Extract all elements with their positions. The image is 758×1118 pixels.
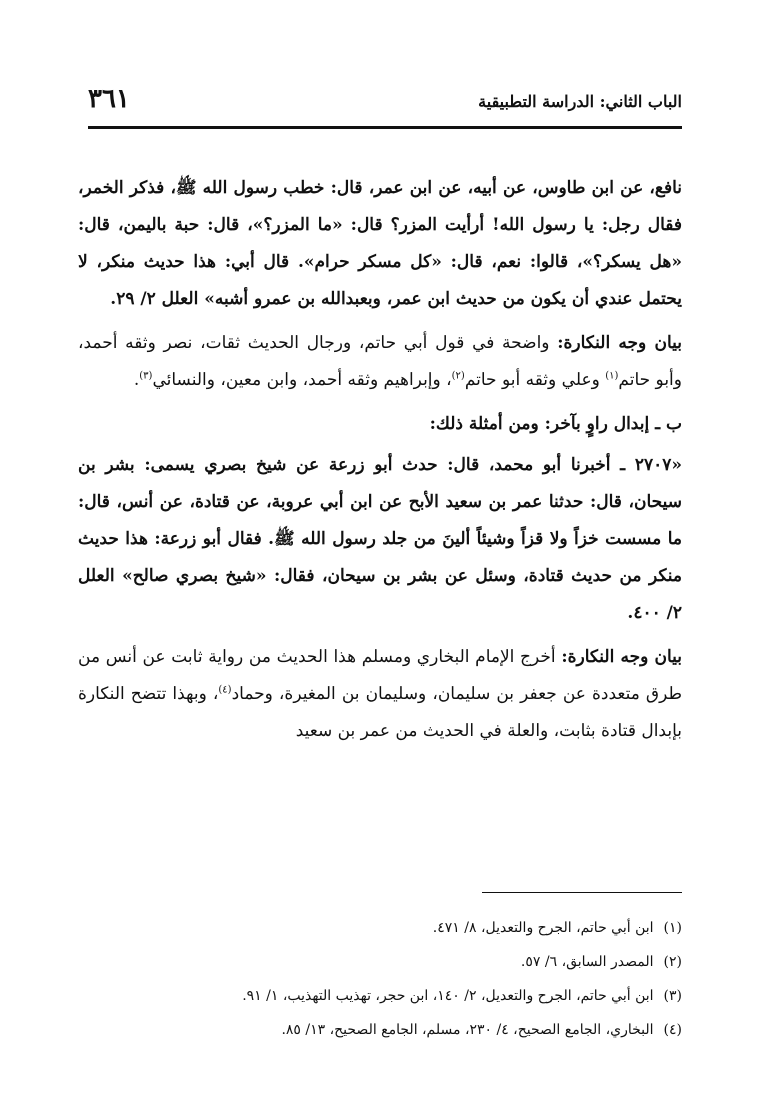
footnote-number: (٤): [663, 1022, 682, 1038]
explanation-label: بيان وجه النكارة:: [561, 647, 683, 667]
main-text: [78, 170, 682, 757]
chapter-title: الباب الثاني: الدراسة التطبيقية: [478, 92, 682, 111]
footnote-number: (٢): [663, 954, 682, 970]
paragraph-quote-1: نافع، عن ابن طاوس، عن أبيه، عن ابن عمر، قال: خطب رسول الله ﷺ، فذكر الخمر، فقال رجل: يا رسول الله! أرأيت المزر؟ قال: «ما المزر؟»، قال: حبة باليمن، قال: «هل يسكر؟»، قالوا: نعم، قال: «كل مسكر حرام». قال أبي: هذا حديث منكر، لا يحتمل عندي أن يكون من حديث ابن عمر، وبعبدالله بن عمرو أشبه» العلل ٢/ ٢٩.: [78, 178, 682, 309]
footnote-number: (٣): [663, 988, 682, 1004]
footnote-text: البخاري، الجامع الصحيح، ٤/ ٢٣٠، مسلم، الجامع الصحيح، ١٣/ ٨٥.: [281, 1022, 654, 1038]
footnotes: [78, 918, 682, 1054]
paragraph-explanation-2: [78, 639, 682, 750]
footnote-rule: [482, 892, 682, 893]
footnote-item: [78, 918, 682, 952]
footnote-ref-4: (٤): [218, 684, 232, 696]
footnote-text: ابن أبي حاتم، الجرح والتعديل، ٢/ ١٤٠، ابن حجر، تهذيب التهذيب، ١/ ٩١.: [242, 988, 654, 1004]
explanation-text: ، وإبراهيم وثقه أحمد، وابن معين، والنسائي: [152, 370, 452, 390]
running-header: [88, 84, 682, 124]
explanation-text: وعلي وثقه أبو حاتم: [464, 370, 606, 390]
explanation-label: بيان وجه النكارة:: [557, 333, 682, 353]
footnote-ref-1: (١): [605, 370, 619, 382]
footnote-item: [78, 986, 682, 1020]
footnote-text: المصدر السابق، ٦/ ٥٧.: [520, 954, 654, 970]
paragraph-quote-2: «٢٧٠٧ ـ أخبرنا أبو محمد، قال: حدث أبو زرعة عن شيخ بصري يسمى: بشر بن سيحان، قال: حدثنا عمر بن سعيد الأبح عن ابن أبي عروبة، عن قتادة، عن أنس، قال: ما مسست خزاً ولا قزاً وشيئاً ألينَ من جلد رسول الله ﷺ. فقال أبو زرعة: هذا حديث منكر من حديث قتادة، وسئل عن بشر بن سيحان، فقال: «شيخ بصري صالح» العلل ٢/ ٤٠٠.: [78, 455, 682, 623]
footnote-item: [78, 952, 682, 986]
explanation-text: ، وبهذا تتضح النكارة بإبدال قتادة بثابت، والعلة في الحديث من عمر بن سعيد: [78, 684, 682, 741]
section-heading: ب ـ إبدال راوٍ بآخر: ومن أمثلة ذلك:: [429, 414, 682, 434]
footnote-number: (١): [663, 920, 682, 936]
paragraph-explanation-1: [78, 325, 682, 399]
footnote-ref-3: (٣): [139, 370, 153, 382]
explanation-text: واضحة في قول أبي حاتم، ورجال الحديث ثقات، نصر وثقه أحمد، وأبو حاتم: [78, 333, 682, 390]
explanation-text: أخرج الإمام البخاري ومسلم هذا الحديث من رواية ثابت عن أنس من طرق متعددة عن جعفر بن سليمان، وسليمان بن المغيرة، وحماد: [78, 647, 682, 704]
footnote-item: [78, 1020, 682, 1054]
header-rule: [88, 126, 682, 129]
explanation-text: .: [133, 370, 140, 390]
page-number: ٣٦١: [88, 84, 130, 114]
footnote-ref-2: (٢): [451, 370, 465, 382]
footnote-text: ابن أبي حاتم، الجرح والتعديل، ٨/ ٤٧١.: [432, 920, 654, 936]
